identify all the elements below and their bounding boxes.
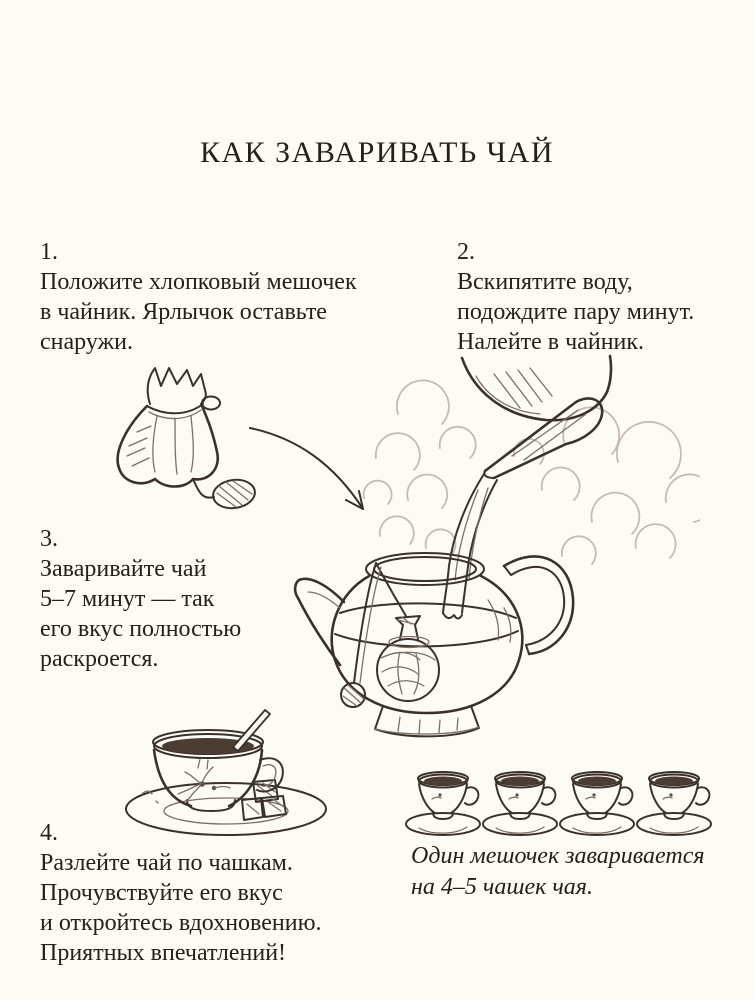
kettle [462,356,611,478]
tea-bag [118,368,220,487]
footnote-line-2: на 4–5 чашек чая. [411,874,593,900]
step-3 [40,524,241,674]
footnote-line-1: Один мешочек заваривается [411,843,705,869]
cups-row-illustration [400,768,720,840]
step-2-line-1: Вскипятите воду, [457,269,633,295]
step-2-number: 2. [457,239,475,265]
step-4-line-1: Разлейте чай по чашкам. [40,850,293,876]
step-2-line-3: Налейте в чайник. [457,329,645,355]
teacup-illustration [112,702,340,842]
step-1 [40,237,357,357]
step-4-line-3: и откройтесь вдохновению. [40,910,322,936]
step-1-line-2: в чайник. Ярлычок оставьте [40,299,327,325]
step-3-line-2: 5–7 минут — так [40,586,215,612]
step-4-line-4: Приятных впечатлений! [40,940,287,966]
step-3-line-1: Заваривайте чай [40,556,207,582]
step-1-number: 1. [40,239,58,265]
step-3-line-4: раскроется. [40,646,159,672]
steam-clouds [364,380,700,564]
step-3-number: 3. [40,526,58,552]
small-cup-2 [483,772,557,835]
step-1-line-1: Положите хлопковый мешочек [40,269,357,295]
step-2-line-2: подождите пару минут. [457,299,695,325]
small-cup-4 [637,772,711,835]
small-cup-1 [406,772,480,835]
step-2 [457,237,694,357]
step-4-number: 4. [40,820,58,846]
footnote [411,841,705,903]
pour-stream [443,474,497,619]
step-4-line-2: Прочувствуйте его вкус [40,880,283,906]
page-title: КАК ЗАВАРИВАТЬ ЧАЙ [199,136,555,169]
step-1-line-3: снаружи. [40,329,133,355]
teapot-foot [375,706,479,736]
teapot-illustration [280,350,700,742]
tea-ball-infuser [377,616,439,701]
teapot-spout [295,579,344,665]
small-cup-3 [560,772,634,835]
step-3-line-3: его вкус полностью [40,616,242,642]
